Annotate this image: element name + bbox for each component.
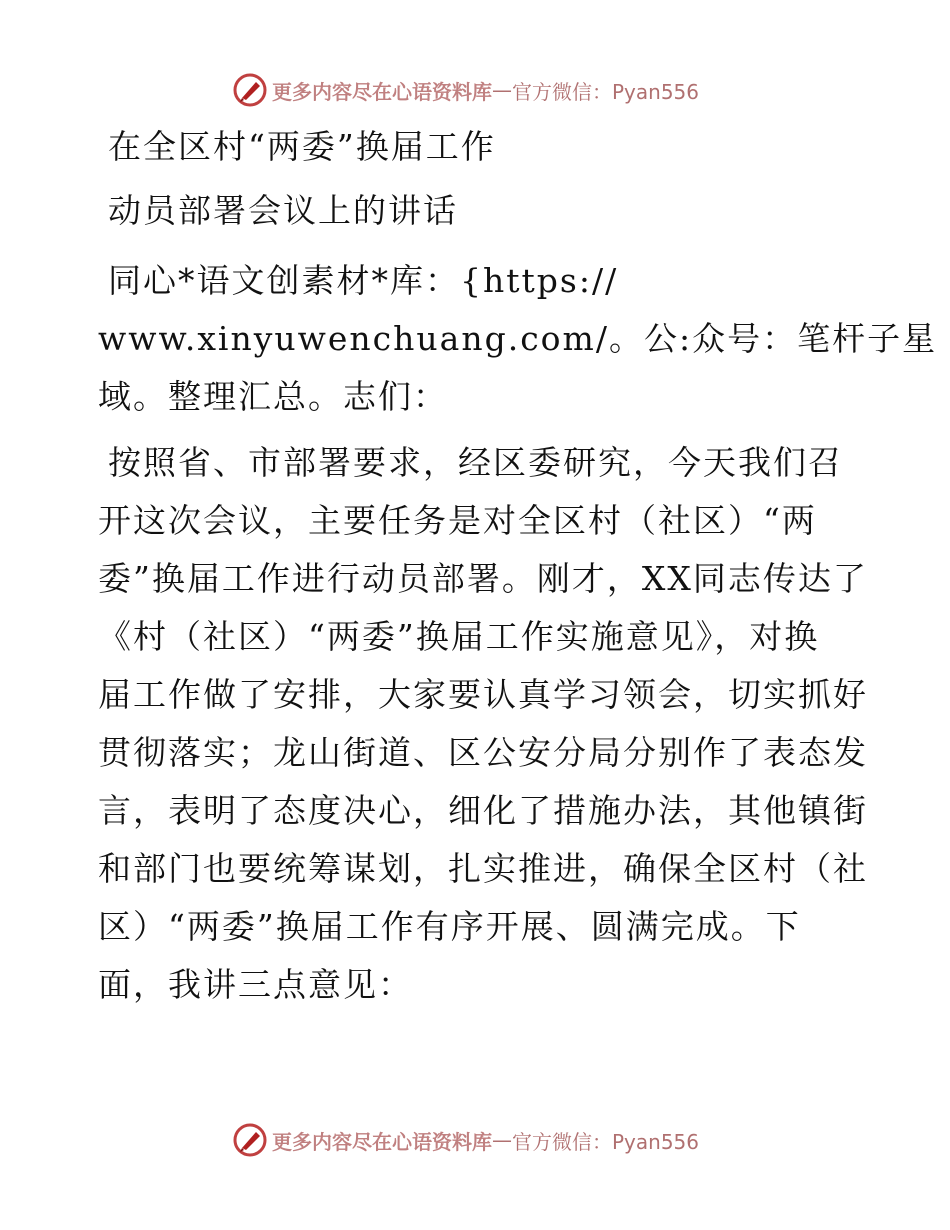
intro-line: 同心*语文创素材*库：{https:// (108, 261, 619, 300)
banner-separator: — (492, 78, 512, 102)
body-line: 和部门也要统筹谋划，扎实推进，确保全区村（社 (98, 849, 868, 888)
banner-text: 更多内容尽在心语资料库 (272, 1129, 492, 1154)
intro-paragraph (98, 252, 938, 426)
banner-separator: — (492, 1128, 512, 1152)
banner-contact: 官方微信：Pyan556 (512, 1129, 700, 1154)
document-title-line2: 动员部署会议上的讲话 (108, 191, 458, 230)
body-line: 贯彻落实；龙山街道、区公安分局分别作了表态发 (98, 733, 868, 772)
pen-nib-logo-icon (232, 1122, 268, 1158)
pen-nib-logo-icon (232, 72, 268, 108)
body-line: 开这次会议，主要任务是对全区村（社区）“两 (98, 501, 817, 540)
body-line: 面，我讲三点意见： (98, 965, 413, 1004)
body-line: 按照省、市部署要求，经区委研究，今天我们召 (108, 443, 843, 482)
intro-line: 域。整理汇总。志们： (98, 377, 448, 416)
footer-watermark-banner (232, 1120, 699, 1160)
body-line: 委”换届工作进行动员部署。刚才，XX同志传达了 (98, 559, 868, 598)
body-line: 区）“两委”换届工作有序开展、圆满完成。下 (98, 907, 801, 946)
body-paragraph (98, 434, 868, 1014)
document-title-line1: 在全区村“两委”换届工作 (108, 127, 496, 166)
banner-text: 更多内容尽在心语资料库 (272, 79, 492, 104)
intro-line: www.xinyuwenchuang.com/。公:众号：笔杆子星 (98, 319, 938, 358)
header-watermark-banner (232, 70, 699, 110)
body-line: 《村（社区）“两委”换届工作实施意见》，对换 (98, 617, 820, 656)
body-line: 言，表明了态度决心，细化了措施办法，其他镇街 (98, 791, 868, 830)
body-line: 届工作做了安排，大家要认真学习领会，切实抓好 (98, 675, 868, 714)
banner-contact: 官方微信：Pyan556 (512, 79, 700, 104)
document-content (98, 118, 938, 1014)
